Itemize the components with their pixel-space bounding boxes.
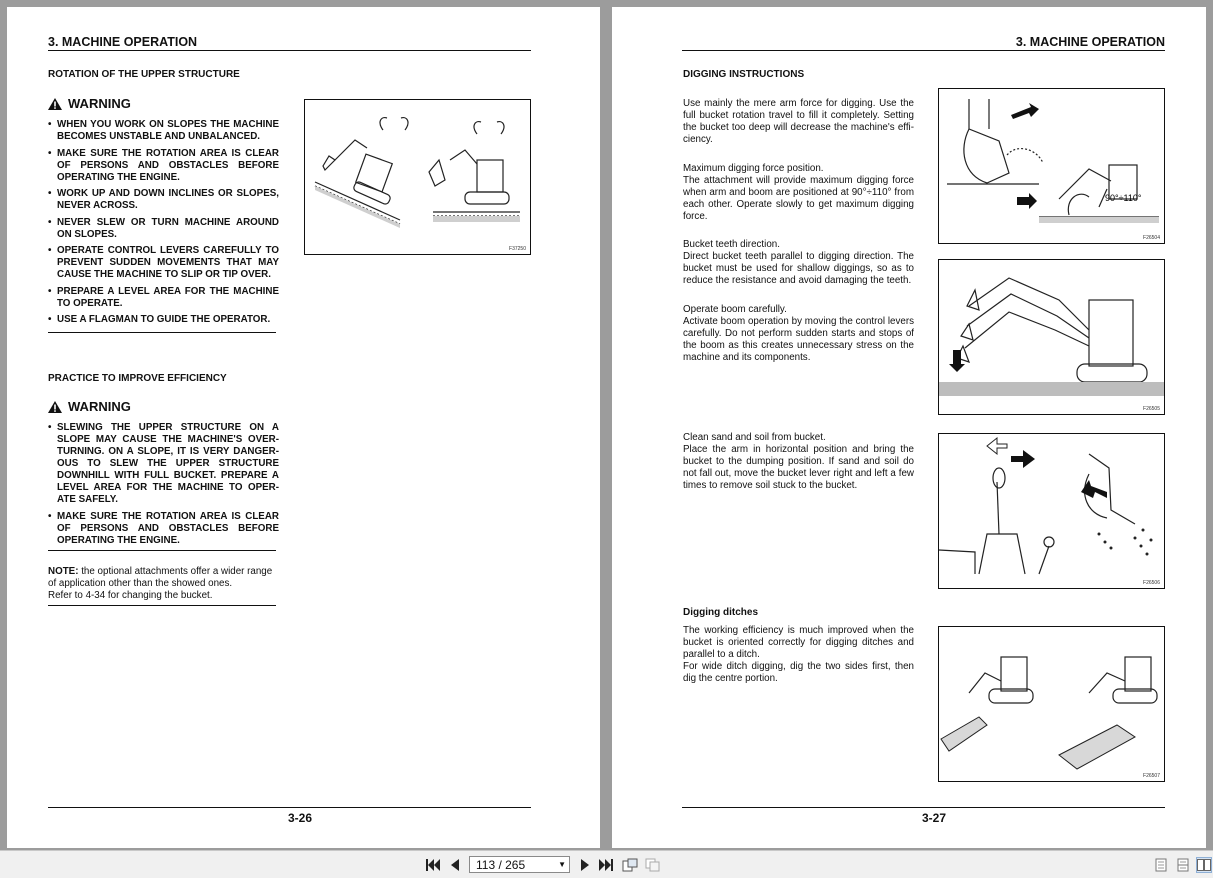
note-label: NOTE: — [48, 566, 79, 577]
warning-item: • MAKE SURE THE ROTATION AREA IS CLEAR OF PERSONS AND OBSTACLES BEFORE OPERATING THE ENGINE. — [48, 148, 279, 184]
rotate-icon — [622, 858, 638, 872]
page-number: 3-26 — [288, 811, 313, 825]
excavator-slope-illustration — [305, 100, 530, 254]
footer-rule — [48, 807, 531, 808]
rotate-button[interactable] — [622, 857, 638, 873]
warning-item: • PREPARE A LEVEL AREA FOR THE MACHINE TO OPERATE. — [48, 286, 279, 310]
previous-page-button[interactable] — [447, 857, 463, 873]
warning-title: WARNING — [68, 96, 131, 111]
ditch-digging-illustration — [939, 627, 1164, 781]
warning-triangle-icon — [48, 98, 62, 110]
dropdown-caret-icon: ▼ — [558, 860, 566, 869]
section-title: PRACTICE TO IMPROVE EFFICIENCY — [48, 373, 227, 384]
figure-boom-operation — [938, 259, 1165, 415]
document-page-right — [612, 7, 1206, 848]
paragraph: Operate boom carefully. Activate boom operation by moving the control levers carefully. Do not perform sudden starts and stops of the boom as this creates unnecessary stress on the machine and its components. — [683, 303, 914, 363]
warning-end-rule — [48, 550, 276, 551]
page-header: 3. MACHINE OPERATION — [1015, 35, 1165, 49]
bucket-digging-illustration — [939, 89, 1164, 243]
warning-triangle-icon — [48, 401, 62, 413]
header-rule — [48, 50, 531, 51]
page-header: 3. MACHINE OPERATION — [48, 35, 198, 49]
boom-movement-illustration — [939, 260, 1164, 414]
paragraph: Bucket teeth direction. Direct bucket teeth parallel to digging direction. The bucket must be used for shallow diggings, so as to reduce the resistance and avoid damaging the teeth. — [683, 239, 914, 286]
angle-label: 90°÷110° — [1105, 193, 1142, 203]
note-text: the optional attachments offer a wider range of application other than the showed ones. — [48, 566, 273, 589]
viewer-toolbar — [0, 850, 1213, 878]
next-page-button[interactable] — [577, 857, 593, 873]
continuous-view-button[interactable] — [1175, 857, 1191, 873]
figure-slope-rotation — [304, 99, 531, 255]
ditch-text: The working efficiency is much improved when the bucket is oriented correctly for digging ditches and parallel to a ditch. For wide ditch digging, dig the two sides first, then dig the centre portion. — [683, 625, 914, 684]
warning-heading — [48, 399, 131, 414]
last-page-icon — [599, 859, 613, 871]
copy-button[interactable] — [645, 857, 661, 873]
note-end-rule — [48, 605, 276, 606]
warning-item: • USE A FLAGMAN TO GUIDE THE OPERATOR. — [48, 314, 279, 326]
paragraph: Use mainly the mere arm force for digging. Use the full bucket rotation travel to fill it completely. Setting the bucket too deep will decrease the machine's effi-ciency. — [683, 98, 914, 145]
footer-rule — [682, 807, 1165, 808]
figure-digging-ditches — [938, 626, 1165, 782]
figure-clean-bucket — [938, 433, 1165, 589]
section-title: Digging ditches — [683, 607, 758, 618]
warning-title: WARNING — [68, 399, 131, 414]
page-number-input[interactable] — [469, 856, 570, 873]
single-page-view-button[interactable] — [1153, 857, 1169, 873]
figure-code: F26505 — [1143, 406, 1160, 412]
note-text-2: Refer to 4-34 for changing the bucket. — [48, 590, 213, 601]
figure-code: F26504 — [1143, 235, 1160, 241]
last-page-button[interactable] — [598, 857, 614, 873]
warning-item: • OPERATE CONTROL LEVERS CAREFULLY TO PREVENT SUDDEN MOVEMENTS THAT MAY CAUSE THE MACHINE TO SLIP OR TIP OVER. — [48, 245, 279, 281]
single-page-view-icon — [1155, 858, 1167, 872]
warning-item: • WHEN YOU WORK ON SLOPES THE MACHINE BECOMES UNSTABLE AND UNBALANCED. — [48, 119, 279, 143]
note-paragraph — [48, 566, 279, 602]
header-rule — [682, 50, 1165, 51]
two-page-view-button[interactable] — [1196, 857, 1212, 873]
warning-list — [48, 422, 279, 551]
warning-end-rule — [48, 332, 276, 333]
warning-item: • NEVER SLEW OR TURN MACHINE AROUND ON SLOPES. — [48, 217, 279, 241]
continuous-view-icon — [1177, 858, 1189, 872]
warning-item: • MAKE SURE THE ROTATION AREA IS CLEAR OF PERSONS AND OBSTACLES BEFORE OPERATING THE ENGINE. — [48, 511, 279, 547]
figure-code: F26506 — [1143, 580, 1160, 586]
section-title: ROTATION OF THE UPPER STRUCTURE — [48, 69, 240, 80]
figure-digging-force — [938, 88, 1165, 244]
warning-item: • WORK UP AND DOWN INCLINES OR SLOPES, NEVER ACROSS. — [48, 188, 279, 212]
warning-heading — [48, 96, 131, 111]
clean-bucket-text: Clean sand and soil from bucket. Place the arm in horizontal position and bring the bucket to the dumping position. If sand and soil do not fall out, move the bucket lever right and left a few times to remove soil stuck to the bucket. — [683, 432, 914, 491]
digging-text-block — [683, 86, 914, 380]
two-page-view-icon — [1197, 859, 1211, 871]
first-page-button[interactable] — [425, 857, 441, 873]
figure-code: F37250 — [509, 246, 526, 252]
warning-item: • SLEWING THE UPPER STRUCTURE ON A SLOPE MAY CAUSE THE MACHINE'S OVER-TURNING. ON A SLOPE, IT IS VERY DANGER-OUS TO SLEW THE UPPER STRUCTURE DOWNHILL WITH FULL BUCKET. PREPARE A LEVEL AREA FOR THE MACHINE TO OPER-ATE SAFELY. — [48, 422, 279, 506]
previous-page-icon — [451, 859, 459, 871]
document-page-left — [7, 7, 600, 848]
next-page-icon — [581, 859, 589, 871]
section-title: DIGGING INSTRUCTIONS — [683, 69, 805, 80]
page-number: 3-27 — [922, 811, 947, 825]
page-indicator: 113 / 265 — [476, 857, 526, 872]
lever-and-bucket-illustration — [939, 434, 1164, 588]
paragraph: Maximum digging force position. The attachment will provide maximum digging force when arm and boom are positioned at 90°÷110° from each other. Operate slowly to get maximum digging force. — [683, 162, 914, 222]
first-page-icon — [426, 859, 440, 871]
copy-icon — [645, 858, 661, 872]
figure-code: F26507 — [1143, 773, 1160, 779]
warning-list — [48, 119, 279, 331]
